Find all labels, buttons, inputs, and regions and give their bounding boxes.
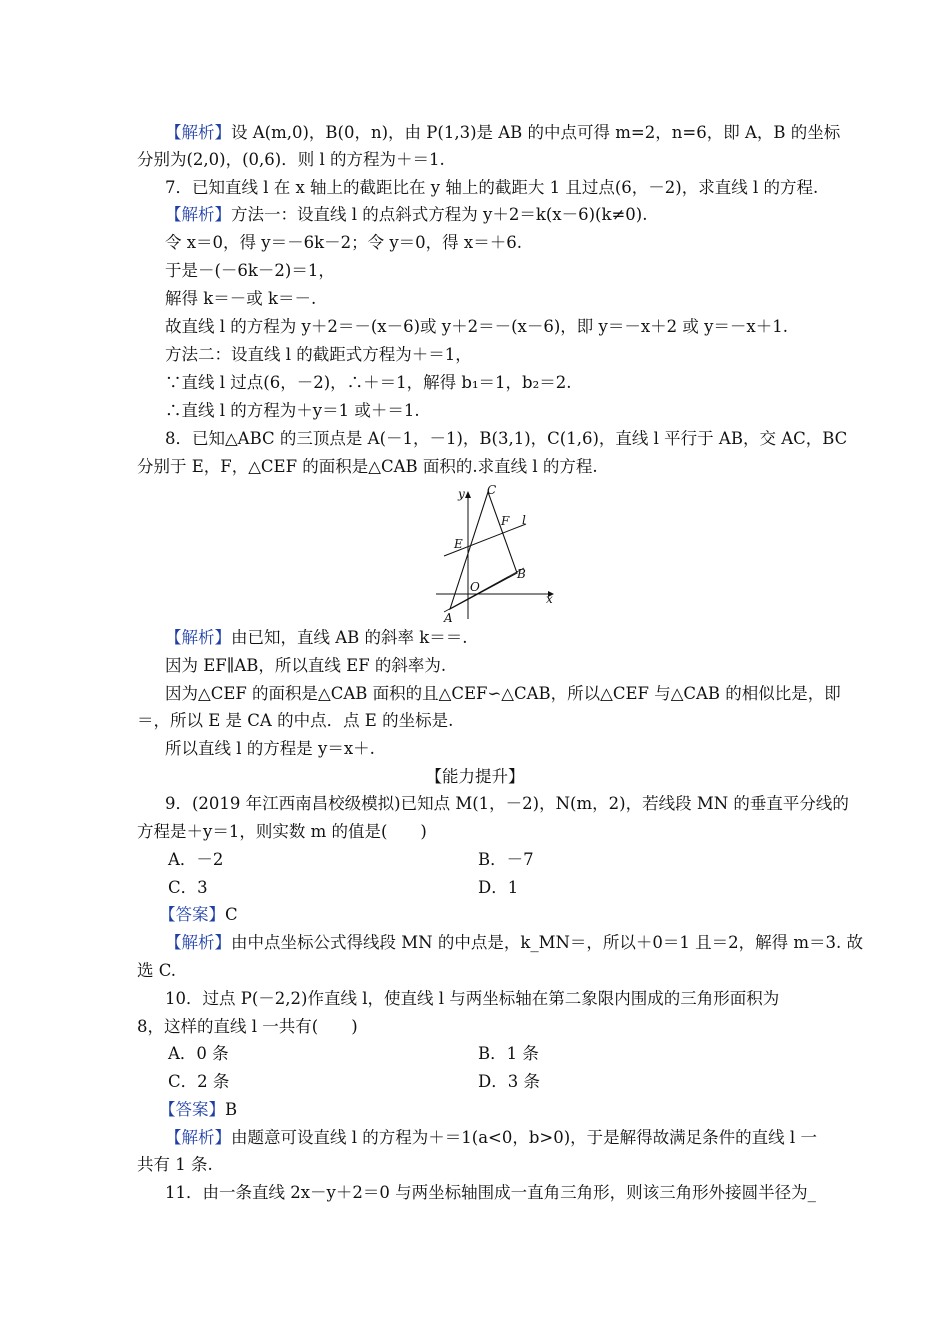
line-analysis-9: 【解析】由中点坐标公式得线段 MN 的中点是，k_MN＝，所以＋0＝1 且＝2，解得 m＝3. 故	[165, 933, 864, 952]
answer-10: 【答案】B	[159, 1100, 238, 1119]
option-d: D．3 条	[478, 1072, 540, 1091]
label-b: B	[517, 567, 526, 581]
option-a: A．－2	[168, 850, 224, 869]
option-c: C．2 条	[168, 1072, 230, 1091]
label-o: O	[470, 580, 480, 594]
label-e: E	[454, 537, 463, 551]
label-a: A	[444, 611, 453, 624]
line: 令 x＝0，得 y＝－6k－2；令 y＝0，得 x＝＋6.	[165, 233, 522, 252]
label-c: C	[487, 484, 497, 497]
option-a: A．0 条	[168, 1044, 229, 1063]
label-x: x	[546, 592, 553, 606]
option-d: D．1	[478, 878, 519, 897]
analysis-tag: 【解析】	[165, 1128, 231, 1147]
answer-tag: 【答案】	[159, 1100, 225, 1119]
line: 8，这样的直线 l 一共有( )	[137, 1017, 358, 1036]
line: 故直线 l 的方程为 y＋2＝－(x－6)或 y＋2＝－(x－6)，即 y＝－x＋2 或 y＝－x＋1.	[165, 317, 788, 336]
analysis-tag: 【解析】	[165, 205, 231, 224]
line: 解得 k＝－或 k＝－.	[165, 289, 317, 308]
answer-9: 【答案】C	[159, 905, 238, 924]
label-f: F	[501, 514, 510, 528]
line: 方法二：设直线 l 的截距式方程为＋＝1，	[165, 345, 472, 364]
label-l: l	[522, 513, 526, 527]
line-analysis-6: 【解析】设 A(m,0)，B(0，n)，由 P(1,3)是 AB 的中点可得 m=2，n=6，即 A，B 的坐标	[165, 123, 841, 142]
analysis-tag: 【解析】	[165, 628, 231, 647]
line-analysis-8: 【解析】由已知，直线 AB 的斜率 k＝＝.	[165, 628, 468, 647]
line: ＝，所以 E 是 CA 的中点．点 E 的坐标是.	[137, 711, 454, 730]
line: 方程是＋y＝1，则实数 m 的值是( )	[137, 822, 427, 841]
answer-tag: 【答案】	[159, 905, 225, 924]
triangle-figure	[430, 484, 560, 624]
option-b: B．－7	[478, 850, 534, 869]
question-11: 11．由一条直线 2x－y＋2＝0 与两坐标轴围成一直角三角形，则该三角形外接圆半径为_	[165, 1183, 816, 1202]
line: 于是－(－6k－2)＝1，	[165, 261, 335, 280]
question-7: 7．已知直线 l 在 x 轴上的截距比在 y 轴上的截距大 1 且过点(6，－2)，求直线 l 的方程.	[165, 178, 819, 197]
option-b: B．1 条	[478, 1044, 539, 1063]
question-9: 9．(2019 年江西南昌校级模拟)已知点 M(1，－2)，N(m，2)，若线段 MN 的垂直平分线的	[165, 794, 849, 813]
line: 分别为(2,0)，(0,6)．则 l 的方程为＋＝1.	[137, 150, 445, 169]
analysis-tag: 【解析】	[165, 123, 231, 142]
line-analysis-10: 【解析】由题意可设直线 l 的方程为＋＝1(a<0，b>0)，于是解得故满足条件的直线 l 一	[165, 1128, 817, 1147]
question-10: 10．过点 P(－2,2)作直线 l，使直线 l 与两坐标轴在第二象限内围成的三角形面积为	[165, 989, 780, 1008]
line: 选 C.	[137, 961, 177, 980]
label-y: y	[458, 487, 465, 501]
y-axis-arrow	[465, 491, 471, 498]
line: ∴直线 l 的方程为＋y＝1 或＋＝1.	[165, 401, 420, 420]
line: 共有 1 条.	[137, 1155, 213, 1174]
section-heading: 【能力提升】	[425, 767, 525, 786]
line-analysis-7: 【解析】方法一：设直线 l 的点斜式方程为 y＋2＝k(x－6)(k≠0).	[165, 205, 648, 224]
line: 所以直线 l 的方程是 y＝x＋.	[165, 739, 375, 758]
line: 因为 EF∥AB，所以直线 EF 的斜率为.	[165, 656, 447, 675]
option-c: C．3	[168, 878, 208, 897]
question-8: 8．已知△ABC 的三顶点是 A(－1，－1)，B(3,1)，C(1,6)，直线 l 平行于 AB，交 AC，BC	[165, 429, 848, 448]
line: ∵直线 l 过点(6，－2)，∴＋＝1，解得 b₁＝1，b₂＝2.	[165, 373, 572, 392]
line: 分别于 E，F，△CEF 的面积是△CAB 面积的.求直线 l 的方程.	[137, 457, 598, 476]
analysis-tag: 【解析】	[165, 933, 231, 952]
line: 因为△CEF 的面积是△CAB 面积的且△CEF∽△CAB，所以△CEF 与△CAB 的相似比是，即	[165, 684, 841, 703]
